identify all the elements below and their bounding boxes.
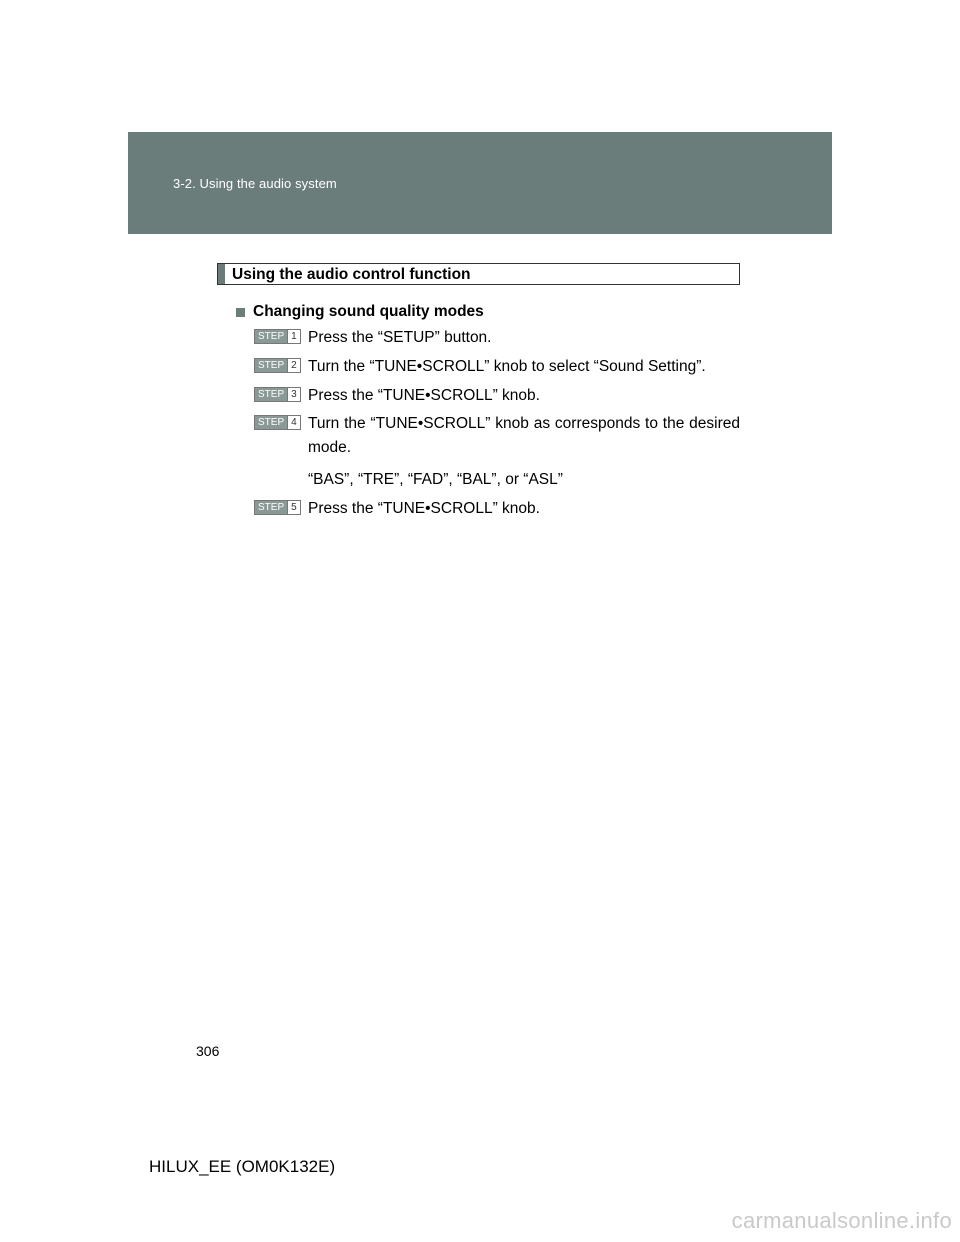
step-badge — [254, 387, 301, 402]
step-text: Press the “TUNE•SCROLL” knob. — [308, 500, 540, 517]
watermark: carmanualsonline.info — [731, 1208, 952, 1233]
step-text: Press the “SETUP” button. — [308, 329, 492, 346]
header-band — [128, 132, 832, 234]
manual-code: HILUX_EE (OM0K132E) — [149, 1157, 336, 1176]
section-heading-accent — [218, 264, 225, 284]
step-badge-number: 1 — [287, 330, 300, 343]
subsection-title: Changing sound quality modes — [253, 303, 484, 320]
step-badge-number: 2 — [287, 359, 300, 372]
step-5 — [254, 497, 740, 521]
step-text: Turn the “TUNE•SCROLL” knob to select “Sound Setting”. — [308, 358, 706, 375]
step-1 — [254, 326, 740, 350]
step-text: Turn the “TUNE•SCROLL” knob as corresponds to the desired mode. — [308, 415, 740, 456]
step-badge — [254, 329, 301, 344]
step-badge-label: STEP — [255, 330, 287, 343]
square-bullet-icon — [236, 308, 245, 317]
step-badge-number: 4 — [287, 416, 300, 429]
step-note: “BAS”, “TRE”, “FAD”, “BAL”, or “ASL” — [308, 471, 563, 488]
page-number: 306 — [196, 1043, 220, 1059]
step-2 — [254, 355, 740, 379]
section-title: Using the audio control function — [232, 266, 471, 283]
step-badge-number: 3 — [287, 388, 300, 401]
step-3 — [254, 384, 740, 408]
step-badge-label: STEP — [255, 416, 287, 429]
step-badge-label: STEP — [255, 501, 287, 514]
subsection-heading — [236, 303, 484, 321]
step-badge — [254, 358, 301, 373]
step-badge-label: STEP — [255, 388, 287, 401]
step-badge — [254, 500, 301, 515]
step-badge-label: STEP — [255, 359, 287, 372]
breadcrumb: 3-2. Using the audio system — [173, 176, 337, 191]
step-badge — [254, 415, 301, 430]
step-text: Press the “TUNE•SCROLL” knob. — [308, 387, 540, 404]
section-heading-box — [217, 263, 740, 285]
step-4 — [254, 412, 740, 492]
step-badge-number: 5 — [287, 501, 300, 514]
